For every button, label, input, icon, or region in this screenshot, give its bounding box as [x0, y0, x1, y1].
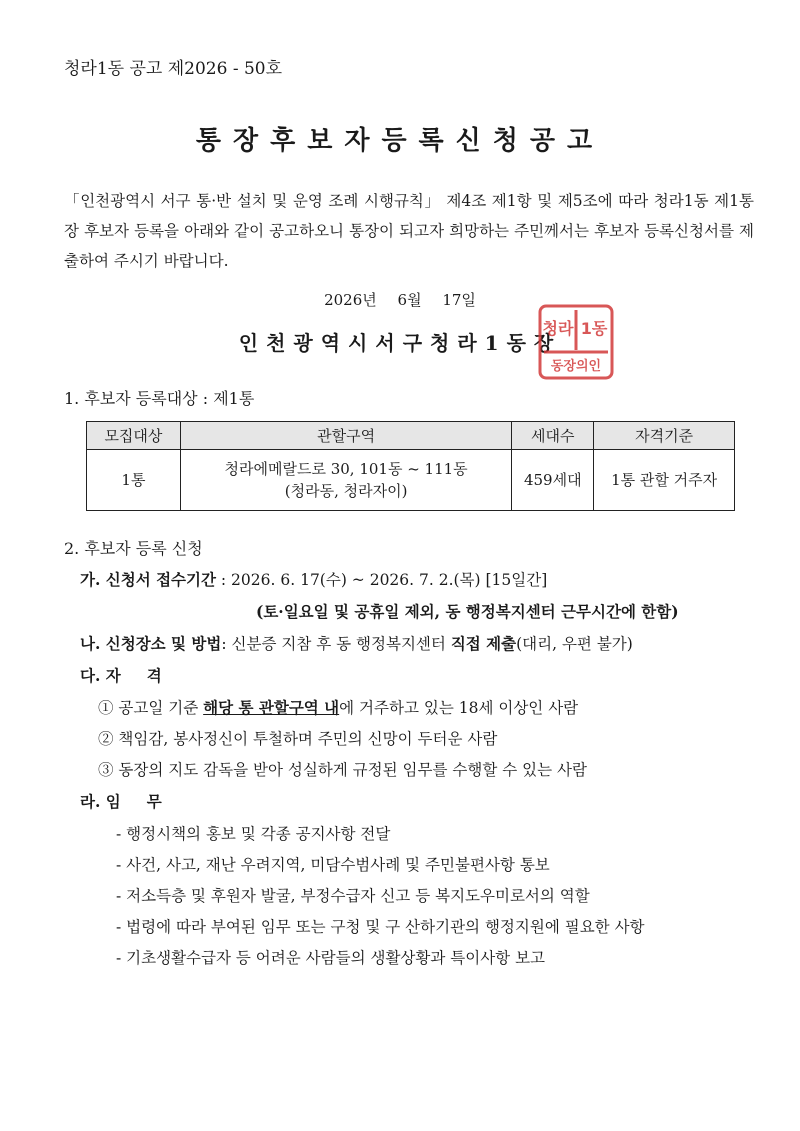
application-period-note: (토·일요일 및 공휴일 제외, 동 행정복지센터 근무시간에 한함)	[256, 602, 679, 621]
application-method-value: : 신분증 지참 후 동 행정복지센터	[221, 635, 451, 653]
intro-paragraph: 「인천광역시 서구 통·반 설치 및 운영 조례 시행규칙」 제4조 제1항 및 제5조에 따라 청라1동 제1통장 후보자 등록을 아래와 같이 공고하오니 통장이 되고자 희망하는 주민께서는 후보자 등록신청서를 제출하여 주시기 바랍니다.	[64, 192, 754, 270]
qualification-prefix: 다.	[80, 666, 101, 685]
application-period-value: : 2026. 6. 17(수) ~ 2026. 7. 2.(목) [15일간]	[215, 571, 548, 589]
recruitment-table	[86, 421, 735, 511]
qualification-item-emphasis: 해당 통 관할구역 내	[203, 698, 340, 717]
cell-qualification: 1통 관할 거주자	[594, 450, 735, 511]
qualification-item-prefix: ① 공고일 기준	[98, 699, 204, 717]
application-period-label: 가. 신청서 접수기간	[80, 570, 216, 589]
official-seal-stamp	[536, 302, 616, 382]
area-line-1: 청라에메랄드로 30, 101동 ~ 111동	[224, 460, 468, 478]
notice-number: 청라1동 공고 제2026 - 50호	[64, 59, 283, 79]
qualification-item	[98, 696, 578, 718]
seal-text-left: 청라	[542, 319, 574, 338]
qualification-item: ③ 동장의 지도 감독을 받아 성실하게 규정된 임무를 수행할 수 있는 사람	[98, 761, 587, 779]
application-method	[80, 632, 633, 654]
cell-area	[180, 450, 511, 511]
issuer-name: 인천광역시서구청라1동장	[238, 331, 562, 355]
duties-prefix: 라.	[80, 792, 101, 811]
application-period	[80, 568, 547, 590]
cell-households: 459세대	[512, 450, 594, 511]
header-households: 세대수	[512, 422, 594, 450]
seal-text-right: 1동	[580, 319, 608, 338]
application-method-label: 나. 신청장소 및 방법	[80, 634, 222, 653]
duties-heading	[80, 790, 188, 812]
table-row	[87, 450, 735, 511]
cell-target: 1통	[87, 450, 181, 511]
duty-item: - 법령에 따라 부여된 임무 또는 구청 및 구 산하기관의 행정지원에 필요한 사항	[116, 918, 645, 936]
qualification-item: ② 책임감, 봉사정신이 투철하며 주민의 신망이 두터운 사람	[98, 730, 498, 748]
notice-date: 2026년 6월 17일	[324, 291, 476, 309]
duty-item: - 기초생활수급자 등 어려운 사람들의 생활상황과 특이사항 보고	[116, 949, 546, 967]
table-header-row	[87, 422, 735, 450]
qualification-label: 자격	[105, 666, 188, 685]
application-method-emphasis: 직접 제출	[450, 634, 517, 653]
qualification-item-suffix: 에 거주하고 있는 18세 이상인 사람	[339, 699, 579, 717]
section2-heading: 2. 후보자 등록 신청	[64, 539, 203, 558]
seal-text-bottom: 동장의인	[550, 359, 602, 374]
area-line-2: (청라동, 청라자이)	[284, 482, 408, 500]
document-title: 통장후보자등록신청공고	[195, 126, 605, 156]
duty-item: - 저소득층 및 후원자 발굴, 부정수급자 신고 등 복지도우미로서의 역할	[116, 887, 590, 905]
duty-item: - 사건, 사고, 재난 우려지역, 미담수범사례 및 주민불편사항 통보	[116, 856, 550, 874]
duty-item: - 행정시책의 홍보 및 각종 공지사항 전달	[116, 825, 391, 843]
header-target: 모집대상	[87, 422, 181, 450]
duties-label: 임무	[105, 792, 188, 811]
header-area: 관할구역	[180, 422, 511, 450]
header-qualification: 자격기준	[594, 422, 735, 450]
section1-heading: 1. 후보자 등록대상 : 제1통	[64, 389, 255, 408]
application-method-note: (대리, 우편 불가)	[516, 635, 633, 653]
qualification-heading	[80, 664, 188, 686]
